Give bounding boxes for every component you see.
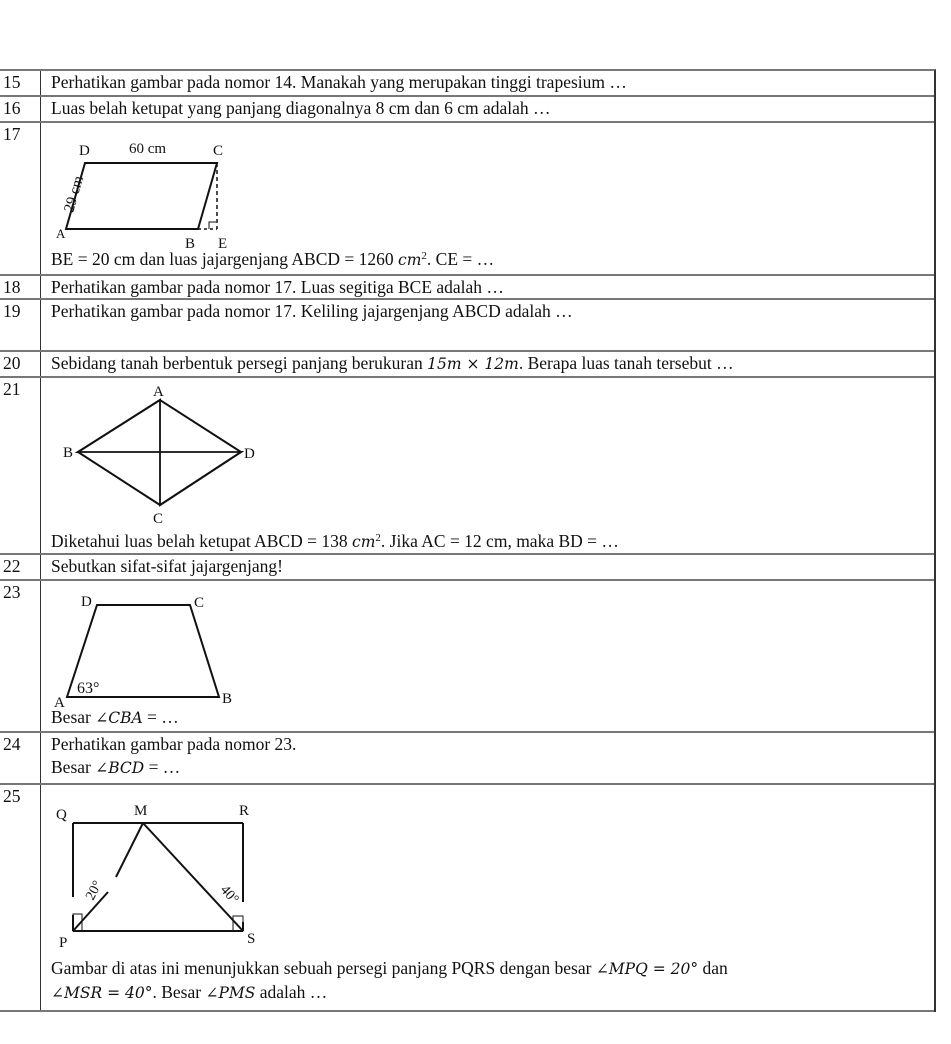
angle-label-a: 63° <box>77 680 100 697</box>
vertex-label-c: C <box>194 595 205 611</box>
vertex-label-d: D <box>79 143 90 159</box>
question-text-line-2: Besar ∠BCD = … <box>51 757 181 777</box>
question-number: 22 <box>0 555 41 579</box>
question-row-16 <box>0 97 934 123</box>
question-row-25 <box>0 785 934 1012</box>
question-number: 16 <box>0 97 41 121</box>
vertex-label-b: B <box>222 691 233 707</box>
question-text: Diketahui luas belah ketupat ABCD = 138 $cm^2$. Jika AC = 12 cm, maka BD = … <box>51 531 619 551</box>
vertex-label-e: E <box>218 236 228 251</box>
question-text: Besar ∠CBA = … <box>51 707 179 727</box>
question-table <box>0 69 936 1012</box>
vertex-label-s: S <box>247 931 256 947</box>
question-number: 23 <box>0 581 41 731</box>
question-text: Luas belah ketupat yang panjang diagonalnya 8 cm dan 6 cm adalah … <box>51 98 551 118</box>
question-row-24 <box>0 733 934 785</box>
question-row-18 <box>0 276 934 300</box>
question-row-20 <box>0 352 934 378</box>
question-text: Perhatikan gambar pada nomor 17. Luas segitiga BCE adalah … <box>51 277 504 297</box>
question-row-21 <box>0 378 934 555</box>
right-angle-mark <box>209 222 216 229</box>
question-text: BE = 20 cm dan luas jajargenjang ABCD = 1260 $cm^2$. CE = … <box>51 249 495 269</box>
trapezoid-figure <box>51 581 271 709</box>
question-number: 24 <box>0 733 41 783</box>
question-text: Sebutkan sifat-sifat jajargenjang! <box>51 556 283 576</box>
vertex-label-m: M <box>134 803 148 819</box>
parallelogram-shape <box>66 163 217 229</box>
question-text-line-1: Perhatikan gambar pada nomor 23. <box>51 734 297 754</box>
question-row-19 <box>0 300 934 352</box>
vertex-label-q: Q <box>56 807 67 823</box>
vertex-label-d: D <box>81 594 92 610</box>
vertex-label-a: A <box>54 695 65 709</box>
angle-label-msr: 40° <box>217 882 242 908</box>
question-number: 18 <box>0 276 41 298</box>
question-row-17 <box>0 123 934 276</box>
question-text: Sebidang tanah berbentuk persegi panjang berukuran 15m × 12m. Berapa luas tanah tersebut … <box>51 353 734 373</box>
question-number: 20 <box>0 352 41 376</box>
side-label-ad: 29 cm <box>61 174 88 215</box>
question-number: 17 <box>0 123 41 274</box>
question-text: Perhatikan gambar pada nomor 14. Manakah yang merupakan tinggi trapesium … <box>51 72 627 92</box>
question-number: 25 <box>0 785 41 1010</box>
vertex-label-p: P <box>59 935 68 951</box>
question-row-15 <box>0 71 934 97</box>
question-text: Perhatikan gambar pada nomor 17. Keliling jajargenjang ABCD adalah … <box>51 301 573 321</box>
side-label-dc: 60 cm <box>129 141 167 157</box>
question-number: 19 <box>0 300 41 350</box>
vertex-label-a: A <box>56 226 66 241</box>
question-row-23 <box>0 581 934 733</box>
question-text-line-2: ∠MSR = 40°. Besar ∠PMS adalah … <box>51 982 328 1002</box>
vertex-label-d: D <box>244 446 255 462</box>
question-row-22 <box>0 555 934 581</box>
vertex-label-b: B <box>63 445 74 461</box>
parallelogram-figure <box>51 123 271 251</box>
question-number: 21 <box>0 378 41 553</box>
vertex-label-c: C <box>213 143 224 159</box>
question-number: 15 <box>0 71 41 95</box>
rectangle-figure <box>51 785 281 957</box>
vertex-label-c: C <box>153 511 164 527</box>
vertex-label-a: A <box>153 384 164 400</box>
question-text-line-1: Gambar di atas ini menunjukkan sebuah persegi panjang PQRS dengan besar ∠MPQ = 20° dan <box>51 958 728 978</box>
segment-mp-upper <box>116 823 143 877</box>
segment-ms <box>143 823 243 931</box>
angle-label-mpq: 20° <box>83 878 106 903</box>
rhombus-figure <box>51 378 281 530</box>
vertex-label-b: B <box>185 236 196 251</box>
vertex-label-r: R <box>239 803 250 819</box>
